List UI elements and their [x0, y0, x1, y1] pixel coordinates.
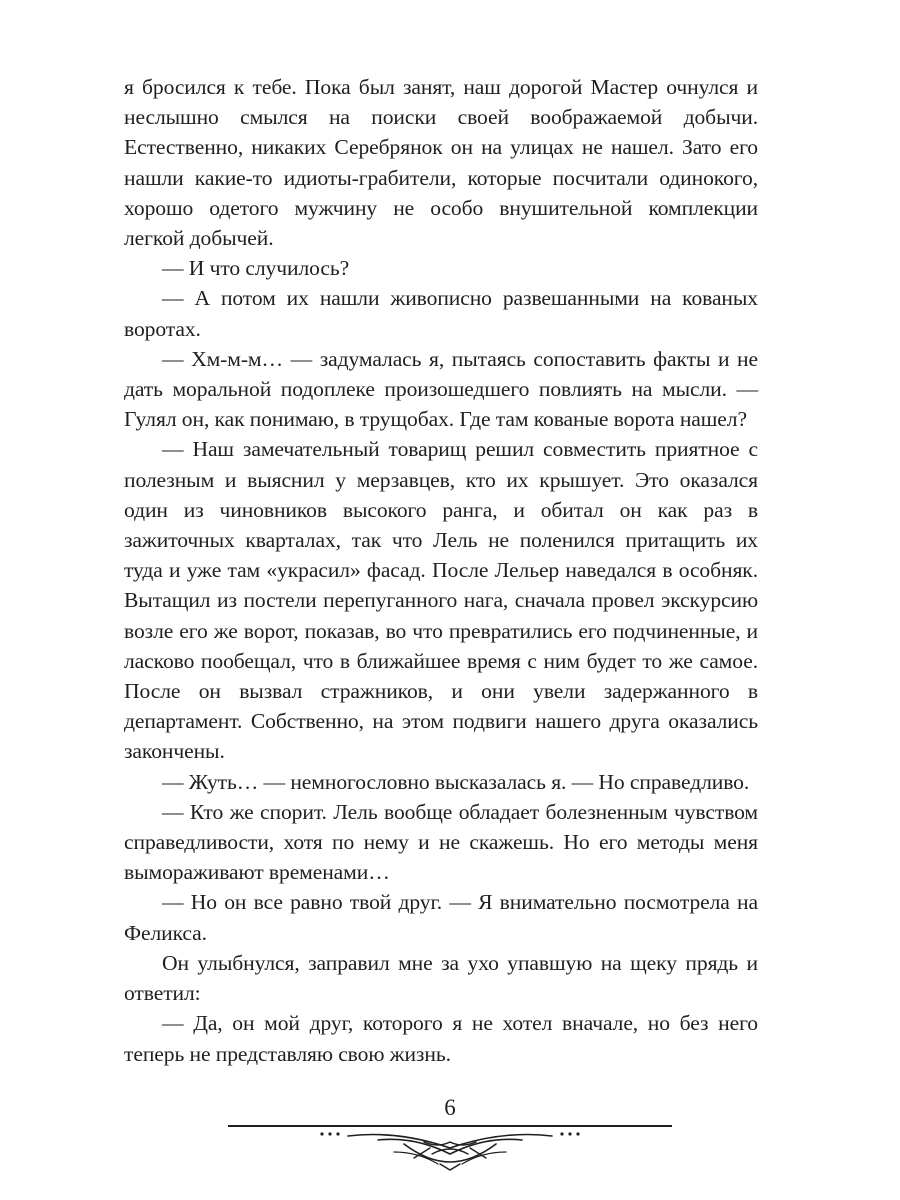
paragraph-6: — Жуть… — немногословно высказалась я. — Но справедливо. — [162, 769, 750, 794]
paragraph-3: — А потом их нашли живописно развешанными на кованых воротах. — [124, 286, 758, 341]
paragraph-10: — Да, он мой друг, которого я не хотел вначале, но без него теперь не представляю свою жизнь. — [124, 1011, 758, 1066]
paragraph-7: — Кто же спорит. Лель вообще обладает болезненным чувством справедливости, хотя по нему и не скажешь. Но его методы меня вымораживают временами… — [124, 799, 758, 885]
paragraph-5: — Наш замечательный товарищ решил совместить приятное с полезным и выяснил у мерзавцев, кто их крышует. Это оказался один из чиновников высокого ранга, и обитал он как раз в зажиточных кварталах, так что Лель не поленился притащить их туда и уже там «украсил» фасад. После Лельер наведался в особняк. Вытащил из постели перепуганного нага, сначала провел экскурсию возле его же ворот, показав, во что превратились его подчиненные, и ласково пообещал, что в ближайшее время с ним будет то же самое. После он вызвал стражников, и они увели задержанного в департамент. Собственно, на этом подвиги нашего друга оказались закончены. — [124, 437, 758, 764]
page-number: 6 — [444, 1095, 456, 1120]
paragraph-9: Он улыбнулся, заправил мне за ухо упавшую на щеку прядь и ответил: — [124, 950, 758, 1006]
paragraph-8: — Но он все равно твой друг. — Я внимательно посмотрела на Феликса. — [124, 890, 758, 945]
paragraph-1: я бросился к тебе. Пока был занят, наш дорогой Мастер очнулся и неслышно смылся на поиски своей воображаемой добычи. Естественно, никаких Серебрянок он на улицах не нашел. Зато его нашли какие-то идиоты-грабители, которые посчитали одинокого, хорошо одетого мужчину не особо внушительной комплекции легкой добычей. — [124, 75, 758, 251]
ornament-divider-icon — [228, 1118, 672, 1178]
body-text — [124, 72, 758, 1069]
paragraph-2: — И что случилось? — [162, 256, 350, 281]
paragraph-4: — Хм-м-м… — задумалась я, пытаясь сопоставить факты и не дать моральной подоплеке произошедшего повлиять на мысли. — Гулял он, как понимаю, в трущобах. Где там кованые ворота нашел? — [124, 346, 758, 432]
